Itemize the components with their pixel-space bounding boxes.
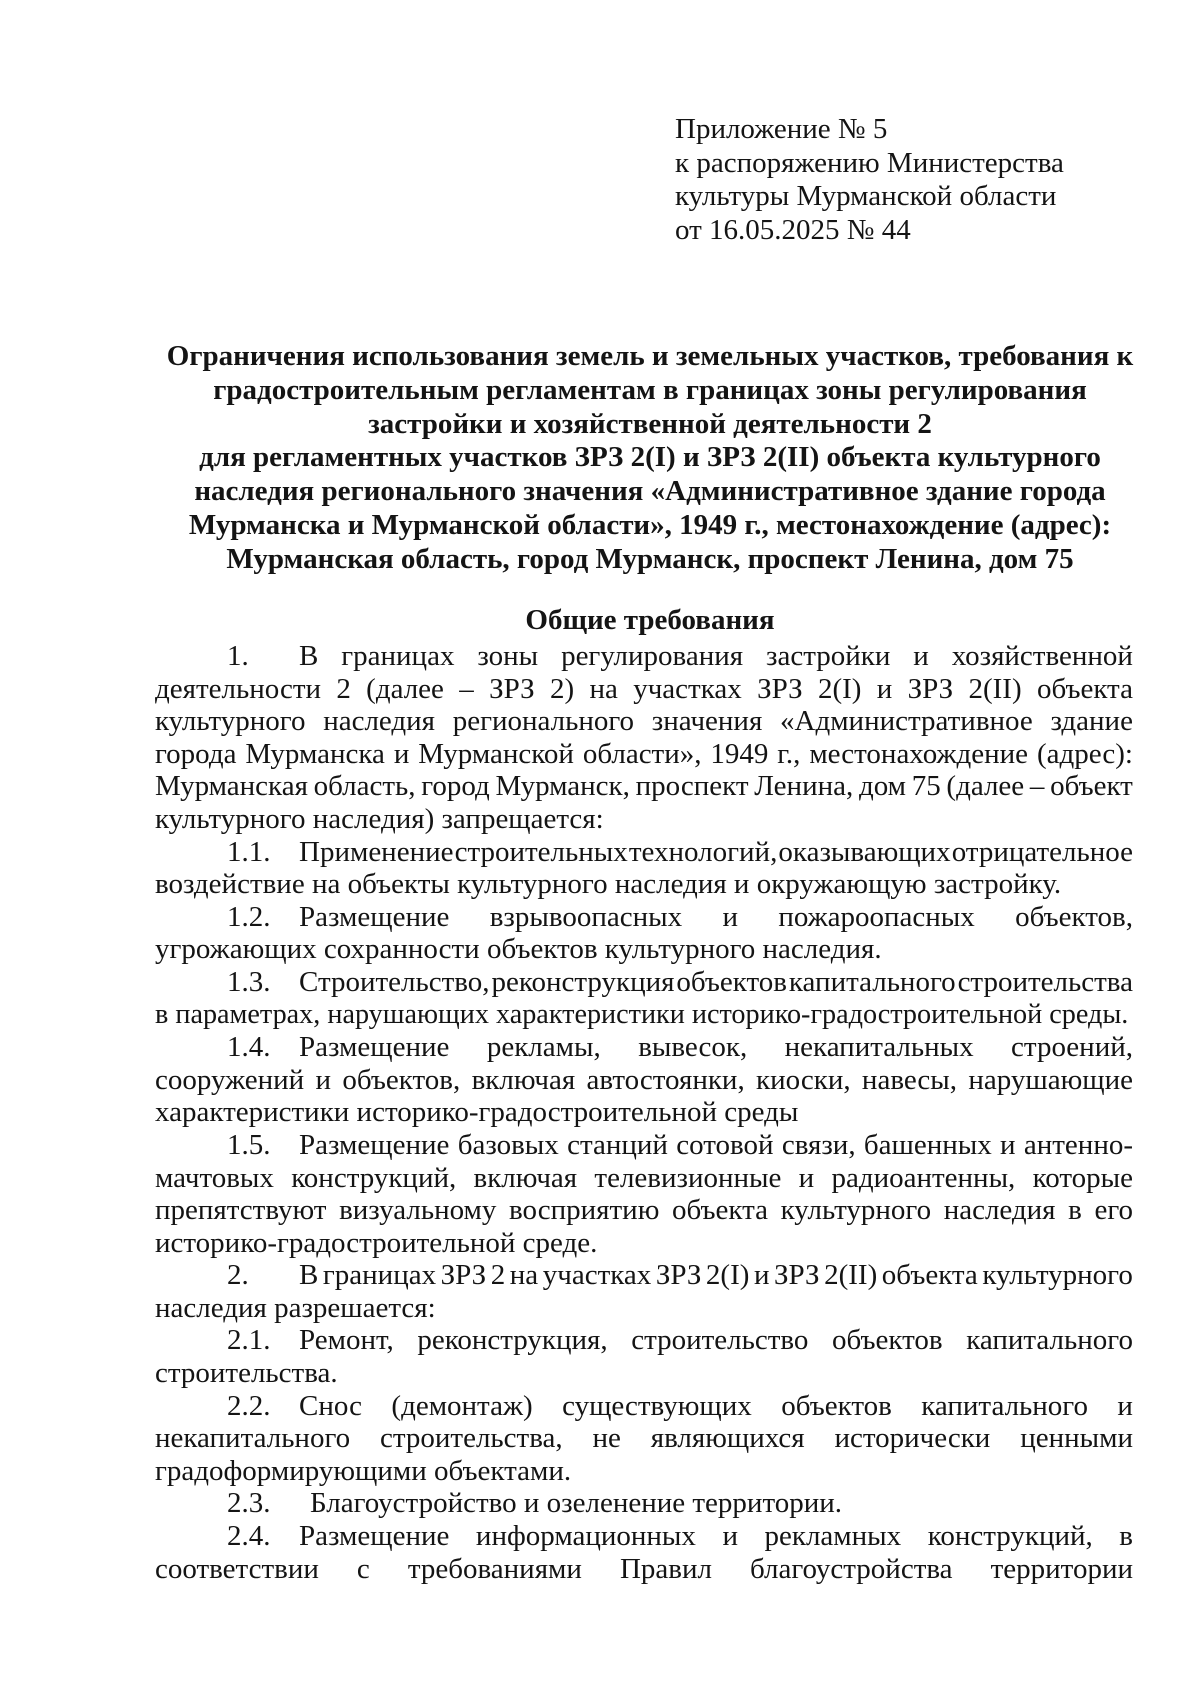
title-line: застройки и хозяйственной деятельности 2 bbox=[368, 407, 932, 440]
paragraph-text bbox=[299, 1129, 1133, 1162]
word: проспект bbox=[635, 770, 749, 803]
word: некапитальных bbox=[784, 1031, 974, 1064]
paragraph-text bbox=[299, 901, 1133, 934]
word: сооружений bbox=[155, 1063, 305, 1096]
word: и bbox=[1000, 1128, 1016, 1161]
paragraph-2-2-line bbox=[155, 1455, 1133, 1488]
word: 2(II) bbox=[824, 1259, 878, 1292]
word: объект bbox=[1050, 770, 1133, 803]
word: навесы, bbox=[861, 1063, 958, 1096]
paragraph-number: 1.4. bbox=[227, 1031, 271, 1064]
paragraph-1-line bbox=[155, 803, 1133, 836]
document-body bbox=[155, 640, 1133, 1585]
word: Размещение bbox=[299, 1128, 450, 1161]
word: технологий, bbox=[628, 835, 778, 868]
paragraph-number: 1. bbox=[227, 640, 249, 672]
word: существующих bbox=[562, 1389, 752, 1422]
paragraph-number: 1.5. bbox=[227, 1128, 271, 1161]
word: автостоянки, bbox=[586, 1063, 745, 1096]
word: Мурманск, bbox=[495, 770, 630, 803]
word: (адрес): bbox=[1036, 737, 1133, 770]
word: области», bbox=[582, 737, 702, 770]
paragraph-text: строительства. bbox=[155, 1357, 338, 1390]
word: капитального bbox=[966, 1324, 1133, 1357]
word: участках bbox=[633, 672, 742, 705]
word: «Административное bbox=[780, 705, 1033, 738]
word: капитального bbox=[921, 1389, 1088, 1422]
paragraph-text bbox=[155, 705, 1133, 738]
paragraph-1-3-line bbox=[155, 999, 1133, 1032]
word: культурного bbox=[155, 705, 306, 738]
word: станций bbox=[567, 1128, 668, 1161]
word: объектов, bbox=[1015, 900, 1133, 933]
word: г., bbox=[777, 737, 801, 770]
word: Правил bbox=[619, 1552, 712, 1585]
paragraph-2-line bbox=[155, 1259, 1133, 1292]
paragraph-1-line bbox=[155, 705, 1133, 738]
word: (далее bbox=[366, 672, 444, 705]
paragraph-1-line bbox=[155, 640, 1133, 673]
title-line: Мурманска и Мурманской области», 1949 г., местонахождение (адрес): bbox=[188, 508, 1112, 541]
word: ЗРЗ bbox=[440, 1259, 487, 1292]
word: культурного bbox=[982, 1259, 1133, 1292]
paragraph-text bbox=[299, 1324, 1133, 1357]
word: киоски, bbox=[756, 1063, 851, 1096]
paragraph-1-2-line bbox=[155, 933, 1133, 966]
word: реконструкция, bbox=[417, 1324, 608, 1357]
word: дом bbox=[858, 770, 906, 803]
word: – bbox=[459, 672, 474, 705]
word: мачтовых bbox=[155, 1161, 274, 1194]
paragraph-1-2-line bbox=[155, 901, 1133, 934]
word: Ремонт, bbox=[299, 1324, 394, 1357]
title-line: для регламентных участков ЗРЗ 2(I) и ЗРЗ 2(II) объекта культурного bbox=[199, 441, 1101, 474]
paragraph-1-line bbox=[155, 738, 1133, 771]
title-line: Ограничения использования земель и земельных участков, требования к bbox=[166, 340, 1134, 372]
paragraph-text: воздействие на объекты культурного наследия и окружающую застройку. bbox=[155, 868, 1062, 901]
word: на bbox=[509, 1259, 539, 1292]
paragraph-text: в параметрах, нарушающих характеристики историко-градостроительной среды. bbox=[155, 998, 1129, 1030]
word: Размещение bbox=[299, 1520, 450, 1553]
paragraph-1-1-line bbox=[155, 836, 1133, 869]
word: базовых bbox=[457, 1128, 559, 1161]
paragraph-text bbox=[155, 1064, 1133, 1097]
word: которые bbox=[1032, 1161, 1133, 1194]
word: Мурманской bbox=[418, 737, 574, 770]
paragraph-text bbox=[299, 1390, 1133, 1423]
word: требованиями bbox=[407, 1552, 582, 1585]
word: регулирования bbox=[561, 640, 744, 672]
word: объектов, bbox=[342, 1063, 461, 1096]
word: связи, bbox=[781, 1128, 856, 1161]
word: телевизионные bbox=[594, 1161, 782, 1194]
paragraph-2-1-line bbox=[155, 1324, 1133, 1357]
word: взрывоопасных bbox=[489, 900, 683, 933]
word: и bbox=[753, 1259, 770, 1292]
word: Ленина, bbox=[754, 770, 854, 803]
word: ЗРЗ bbox=[655, 1259, 702, 1292]
word: строительных bbox=[454, 835, 628, 868]
paragraph-text: угрожающих сохранности объектов культурного наследия. bbox=[155, 933, 882, 966]
word: 2) bbox=[549, 672, 575, 705]
paragraph-text: культурного наследия) запрещается: bbox=[155, 802, 604, 835]
word: строительство bbox=[631, 1324, 809, 1357]
section-heading: Общие требования bbox=[525, 604, 775, 636]
word: вывесок, bbox=[638, 1031, 748, 1064]
paragraph-text bbox=[299, 1520, 1133, 1553]
paragraph-number: 2.3. bbox=[227, 1487, 271, 1520]
word: Мурманска bbox=[245, 737, 385, 770]
word: включая bbox=[473, 1161, 578, 1194]
word: строительства bbox=[957, 965, 1133, 998]
word: рекламы, bbox=[486, 1031, 601, 1064]
word: 1949 bbox=[710, 737, 769, 770]
paragraph-number: 1.3. bbox=[227, 965, 271, 998]
word: местонахождение bbox=[809, 737, 1029, 770]
word: В bbox=[299, 640, 319, 672]
paragraph-1-4-line bbox=[155, 1031, 1133, 1064]
appendix-ministry: культуры Мурманской области bbox=[675, 180, 1057, 212]
word: Применение bbox=[299, 835, 454, 868]
word: и bbox=[913, 640, 929, 672]
word: – bbox=[1029, 770, 1045, 803]
paragraph-1-5-line bbox=[155, 1194, 1133, 1227]
word: (далее bbox=[946, 770, 1025, 803]
word: антенно- bbox=[1023, 1128, 1133, 1161]
word: включая bbox=[471, 1063, 576, 1096]
paragraph-text bbox=[155, 673, 1133, 706]
word: и bbox=[1117, 1389, 1133, 1422]
word: восприятию bbox=[509, 1194, 660, 1227]
word: препятствуют bbox=[155, 1194, 327, 1227]
paragraph-number: 2.4. bbox=[227, 1520, 271, 1553]
word: наследия bbox=[323, 705, 436, 738]
word: благоустройства bbox=[749, 1552, 953, 1585]
word: и bbox=[315, 1063, 332, 1096]
word: исторически bbox=[834, 1422, 991, 1455]
document-title bbox=[155, 340, 1145, 577]
word: и bbox=[722, 1520, 738, 1553]
word: оказывающих bbox=[778, 835, 951, 868]
word: в bbox=[1119, 1520, 1133, 1553]
paragraph-1-3-line bbox=[155, 966, 1133, 999]
word: строительства, bbox=[379, 1422, 563, 1455]
paragraph-1-1-line bbox=[155, 868, 1133, 901]
paragraph-1-4-line bbox=[155, 1096, 1133, 1129]
word: ЗРЗ bbox=[757, 672, 803, 705]
paragraph-1-5-line bbox=[155, 1227, 1133, 1260]
paragraph-text: характеристики историко-градостроительной среды bbox=[155, 1096, 799, 1129]
word: 2 bbox=[336, 672, 351, 705]
paragraph-2-4-line bbox=[155, 1553, 1133, 1586]
word: объекта bbox=[1036, 672, 1133, 705]
paragraph-number: 2. bbox=[227, 1259, 249, 1292]
paragraph-text bbox=[299, 836, 1133, 869]
word: соответствии bbox=[155, 1552, 319, 1585]
paragraph-text bbox=[155, 738, 1133, 771]
word: и bbox=[393, 737, 410, 770]
word: на bbox=[589, 672, 618, 705]
word: участках bbox=[542, 1259, 652, 1292]
appendix-date: от 16.05.2025 № 44 bbox=[675, 213, 911, 246]
word: застройки bbox=[766, 640, 891, 672]
word: объектов bbox=[781, 1389, 892, 1422]
word: рекламных bbox=[764, 1520, 902, 1553]
word: отрицательное bbox=[951, 835, 1133, 868]
word: ЗРЗ bbox=[774, 1259, 820, 1292]
title-line: градостроительным регламентам в границах зоны регулирования bbox=[213, 373, 1087, 406]
word: башенных bbox=[863, 1128, 992, 1161]
word: деятельности bbox=[155, 672, 322, 705]
word: конструкций, bbox=[927, 1520, 1093, 1553]
paragraph-text bbox=[299, 966, 1133, 999]
paragraph-2-line bbox=[155, 1292, 1133, 1325]
appendix-order-ref: к распоряжению Министерства bbox=[675, 146, 1064, 179]
word: Строительство, bbox=[299, 965, 490, 998]
word: некапитального bbox=[155, 1422, 351, 1455]
word: ЗРЗ bbox=[907, 672, 954, 705]
word: информационных bbox=[475, 1520, 696, 1553]
paragraph-text bbox=[155, 1553, 1133, 1586]
title-line: Мурманская область, город Мурманск, проспект Ленина, дом 75 bbox=[226, 542, 1074, 575]
paragraph-2-4-line bbox=[155, 1520, 1133, 1553]
word: являющихся bbox=[650, 1422, 805, 1455]
word: в bbox=[1068, 1194, 1082, 1227]
word: пожароопасных bbox=[778, 900, 975, 933]
word: культурного bbox=[780, 1194, 932, 1227]
paragraph-text bbox=[299, 1031, 1133, 1064]
paragraph-number: 2.1. bbox=[227, 1324, 271, 1357]
word: и bbox=[876, 672, 893, 705]
word: Снос bbox=[299, 1389, 362, 1422]
paragraph-number: 1.2. bbox=[227, 900, 271, 933]
word: значения bbox=[651, 705, 763, 738]
word: В bbox=[299, 1259, 319, 1292]
word: радиоантенны, bbox=[831, 1161, 1016, 1194]
word: объекта bbox=[671, 1194, 768, 1227]
word: с bbox=[356, 1552, 370, 1585]
word: город bbox=[421, 770, 490, 803]
word: сотовой bbox=[676, 1128, 774, 1161]
paragraph-2-3-line bbox=[155, 1487, 1133, 1520]
word: (демонтаж) bbox=[391, 1389, 533, 1422]
word: 2(II) bbox=[968, 672, 1022, 705]
word: нарушающие bbox=[968, 1063, 1133, 1096]
appendix-number: Приложение № 5 bbox=[675, 113, 888, 145]
word: 2(I) bbox=[705, 1259, 750, 1292]
word: область, bbox=[313, 770, 416, 803]
word: 2 bbox=[490, 1259, 506, 1292]
word: регионального bbox=[452, 705, 635, 738]
word: объектов bbox=[676, 965, 787, 998]
word: 2(I) bbox=[817, 672, 862, 705]
word: объекта bbox=[881, 1259, 978, 1292]
title-line: наследия регионального значения «Административное здание города bbox=[194, 475, 1106, 508]
word: конструкций, bbox=[291, 1161, 457, 1194]
word: капитального bbox=[788, 965, 956, 998]
word: и bbox=[722, 900, 738, 933]
paragraph-text: историко-градостроительной среде. bbox=[155, 1226, 598, 1259]
paragraph-1-line bbox=[155, 770, 1133, 803]
word: и bbox=[798, 1161, 815, 1194]
paragraph-number: 1.1. bbox=[227, 835, 271, 868]
paragraph-text bbox=[299, 640, 1133, 673]
paragraph-1-5-line bbox=[155, 1129, 1133, 1162]
word: границах bbox=[341, 640, 455, 672]
paragraph-2-2-line bbox=[155, 1390, 1133, 1423]
word: Мурманская bbox=[155, 770, 308, 803]
paragraph-1-5-line bbox=[155, 1162, 1133, 1195]
paragraph-1-line bbox=[155, 673, 1133, 706]
word: ценными bbox=[1020, 1422, 1133, 1455]
word: Размещение bbox=[299, 1031, 450, 1064]
word: хозяйственной bbox=[951, 640, 1133, 672]
word: ЗРЗ bbox=[489, 672, 535, 705]
word: территории bbox=[990, 1552, 1133, 1585]
paragraph-text: наследия разрешается: bbox=[155, 1291, 436, 1324]
word: здание bbox=[1050, 705, 1133, 738]
word: реконструкция bbox=[491, 965, 675, 998]
paragraph-text bbox=[155, 770, 1133, 803]
appendix-block bbox=[675, 113, 1135, 247]
word: 75 bbox=[911, 770, 941, 803]
word: не bbox=[592, 1422, 621, 1455]
paragraph-number: 2.2. bbox=[227, 1389, 271, 1422]
paragraph-text bbox=[155, 1422, 1133, 1455]
word: зоны bbox=[477, 640, 539, 672]
paragraph-text: градоформирующими объектами. bbox=[155, 1454, 572, 1487]
word: наследия bbox=[943, 1194, 1056, 1227]
word: объектов bbox=[832, 1324, 943, 1357]
word: границах bbox=[322, 1259, 437, 1292]
paragraph-text bbox=[155, 1194, 1133, 1227]
paragraph-2-1-line bbox=[155, 1357, 1133, 1390]
word: визуальному bbox=[339, 1194, 497, 1227]
paragraph-text bbox=[155, 1162, 1133, 1195]
paragraph-text: Благоустройство и озеленение территории. bbox=[310, 1487, 843, 1520]
paragraph-1-4-line bbox=[155, 1064, 1133, 1097]
paragraph-2-2-line bbox=[155, 1422, 1133, 1455]
word: Размещение bbox=[299, 900, 450, 933]
paragraph-text bbox=[299, 1259, 1133, 1292]
word: его bbox=[1094, 1194, 1133, 1227]
word: города bbox=[155, 737, 237, 770]
word: строений, bbox=[1011, 1031, 1133, 1064]
